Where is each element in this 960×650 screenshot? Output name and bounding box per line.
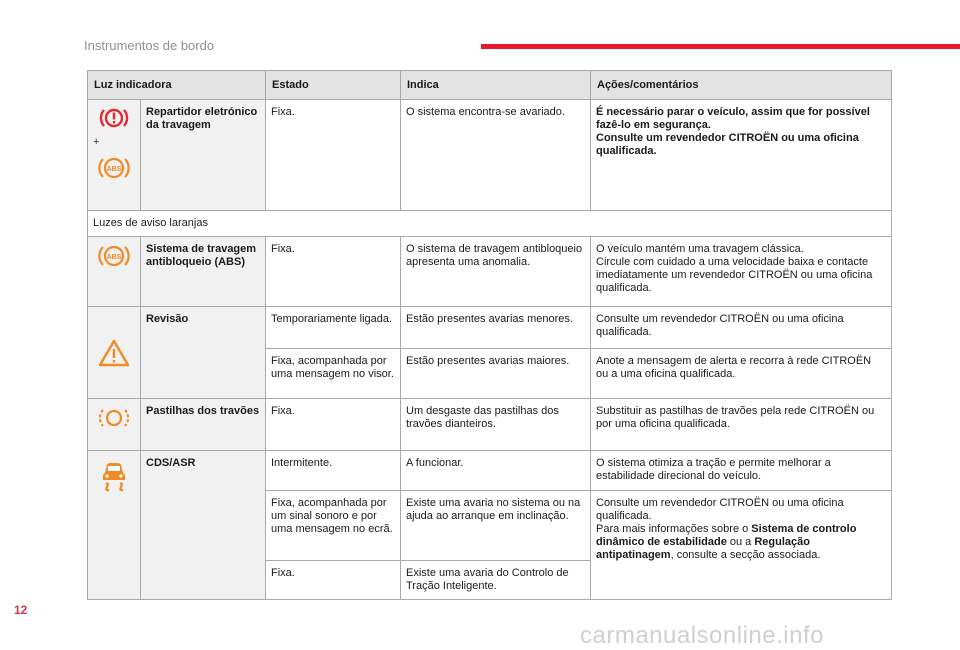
- light-name: Repartidor eletrónico da travagem: [141, 100, 266, 211]
- indicates-cell: Estão presentes avarias maiores.: [401, 349, 591, 399]
- group-label: Luzes de aviso laranjas: [88, 211, 892, 237]
- state-cell: Fixa.: [266, 399, 401, 451]
- table-row-ebd: [88, 100, 892, 211]
- column-header-light: Luz indicadora: [88, 71, 266, 100]
- table-header-row: [88, 71, 892, 100]
- icon-cell: [88, 307, 141, 399]
- icon-cell: [88, 399, 141, 451]
- warning-triangle-orange-icon: [97, 338, 131, 368]
- light-name: CDS/ASR: [141, 451, 266, 600]
- table-row-brake-pads: [88, 399, 892, 451]
- table-row-cds-asr: [88, 451, 892, 491]
- brake-pads-orange-icon: [97, 405, 131, 431]
- brake-warning-red-icon: [99, 106, 129, 130]
- action-cell: É necessário parar o veículo, assim que for possível fazê-lo em segurança. Consulte um revendedor CITROËN ou uma oficina qualificada.: [591, 100, 892, 211]
- indicates-cell: Estão presentes avarias menores.: [401, 307, 591, 349]
- action-cell: Consulte um revendedor CITROËN ou uma oficina qualificada.: [591, 307, 892, 349]
- state-cell: Fixa.: [266, 100, 401, 211]
- indicates-cell: Um desgaste das pastilhas dos travões dianteiros.: [401, 399, 591, 451]
- indicates-cell: Existe uma avaria no sistema ou na ajuda ao arranque em inclinação.: [401, 491, 591, 561]
- light-name: Pastilhas dos travões: [141, 399, 266, 451]
- page-number: 12: [14, 603, 28, 617]
- column-header-actions: Ações/comentários: [591, 71, 892, 100]
- svg-text:ABS: ABS: [106, 166, 122, 173]
- indicates-cell: O sistema encontra-se avariado.: [401, 100, 591, 211]
- action-link-text: Sistema de controlo dinâmico de estabilidade: [596, 523, 857, 548]
- abs-orange-icon: [97, 243, 131, 269]
- skidding-car-orange-icon: [97, 457, 131, 493]
- header-accent-bar: [481, 44, 960, 49]
- action-text: Consulte um revendedor CITROËN ou uma oficina qualificada.: [596, 497, 844, 522]
- light-name: Sistema de travagem antibloqueio (ABS): [141, 237, 266, 307]
- action-cell: Anote a mensagem de alerta e recorra à rede CITROËN ou a uma oficina qualificada.: [591, 349, 892, 399]
- plus-sign: +: [93, 136, 100, 148]
- indicates-cell: O sistema de travagem antibloqueio apresenta uma anomalia.: [401, 237, 591, 307]
- state-cell: Temporariamente ligada.: [266, 307, 401, 349]
- icon-cell: [88, 100, 141, 211]
- table-row-service: [88, 307, 892, 349]
- action-cell: Substituir as pastilhas de travões pela rede CITROËN ou por uma oficina qualificada.: [591, 399, 892, 451]
- indicates-cell: Existe uma avaria do Controlo de Tração Inteligente.: [401, 561, 591, 600]
- action-cell: O veículo mantém uma travagem clássica. Circule com cuidado a uma velocidade baixa e contacte imediatamente um revendedor CITROËN ou uma oficina qualificada.: [591, 237, 892, 307]
- column-header-state: Estado: [266, 71, 401, 100]
- icon-cell: [88, 237, 141, 307]
- group-row-orange: [88, 211, 892, 237]
- state-cell: Fixa, acompanhada por um sinal sonoro e por uma mensagem no ecrã.: [266, 491, 401, 561]
- state-cell: Fixa, acompanhada por uma mensagem no visor.: [266, 349, 401, 399]
- abs-orange-icon: [97, 155, 131, 181]
- state-cell: Fixa.: [266, 237, 401, 307]
- warning-lights-table: [87, 70, 892, 600]
- action-cell: O sistema otimiza a tração e permite melhorar a estabilidade direcional do veículo.: [591, 451, 892, 491]
- light-name: Revisão: [141, 307, 266, 399]
- table-row-abs: [88, 237, 892, 307]
- svg-text:ABS: ABS: [106, 254, 122, 261]
- indicates-cell: A funcionar.: [401, 451, 591, 491]
- action-link-text: Regulação antipatinagem: [596, 536, 810, 561]
- section-title: Instrumentos de bordo: [84, 38, 215, 53]
- icon-cell: [88, 451, 141, 600]
- state-cell: Fixa.: [266, 561, 401, 600]
- action-cell: [591, 491, 892, 600]
- column-header-indicates: Indica: [401, 71, 591, 100]
- action-text: , consulte a secção associada.: [670, 549, 821, 561]
- watermark: carmanualsonline.info: [580, 622, 824, 649]
- action-text: Para mais informações sobre o: [596, 523, 752, 535]
- state-cell: Intermitente.: [266, 451, 401, 491]
- action-text: ou a: [726, 536, 755, 548]
